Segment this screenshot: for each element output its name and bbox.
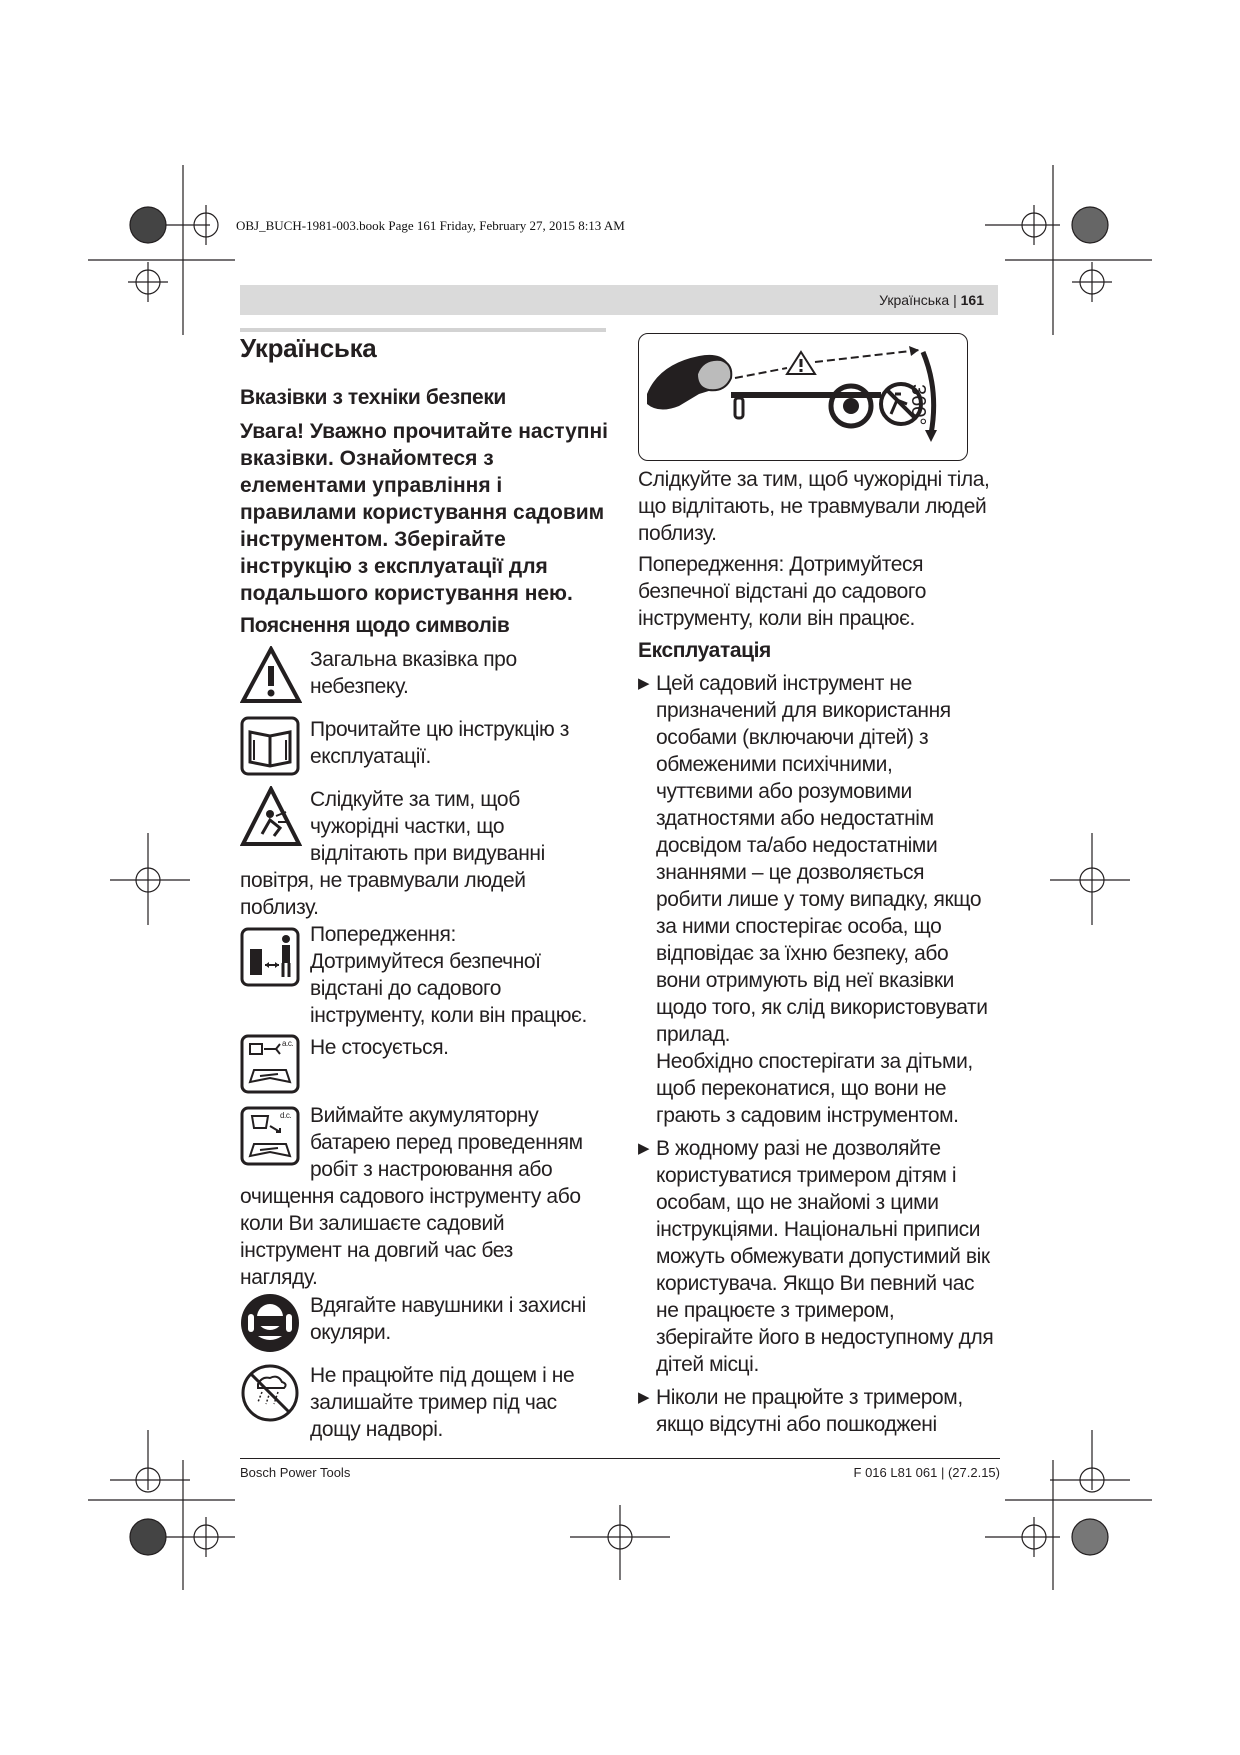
- symbols-heading: Пояснення щодо символів: [240, 614, 510, 637]
- footer-doc-id: F 016 L81 061 | (27.2.15): [853, 1465, 1000, 1480]
- bullet-item: ▶ Ніколи не працюйте з тримером, якщо відсутні або пошкоджені: [638, 1386, 963, 1436]
- section-heading: Вказівки з техніки безпеки: [240, 386, 506, 409]
- safe-distance-icon: [240, 927, 302, 989]
- dc-battery-icon: [240, 1106, 302, 1168]
- right-paragraph-1: Слідкуйте за тим, щоб чужорідні тіла, що відлітають, не травмували людей поблизу.: [638, 468, 990, 545]
- operation-bullets: [638, 670, 1008, 1438]
- footer-rule: [240, 1458, 1000, 1459]
- symbol-row: Не працюйте під дощем і не залишайте тример під час дощу надворі.: [240, 1362, 610, 1452]
- svg-text:a.c.: a.c.: [282, 1039, 294, 1048]
- ac-plug-icon: [240, 1034, 302, 1096]
- page-number: 161: [960, 292, 984, 308]
- section-rule: [240, 328, 606, 332]
- symbol-row: Прочитайте цю інструкцію з експлуатації.: [240, 716, 610, 778]
- page-title: Українська: [240, 333, 377, 363]
- no-rain-icon: [240, 1362, 302, 1424]
- right-paragraph-2: Попередження: Дотримуйтеся безпечної відстані до садового інструменту, коли він працює.: [638, 553, 926, 630]
- symbol-row: a.c. Не стосується.: [240, 1034, 610, 1100]
- thrown-objects-icon: [240, 786, 302, 848]
- footer-brand: Bosch Power Tools: [240, 1465, 351, 1480]
- header-language: Українська: [879, 292, 950, 308]
- symbol-row: Вдягайте навушники і захисні окуляри.: [240, 1292, 610, 1354]
- bullet-item: ▶ Цей садовий інструмент не призначений для використання особами (включаючи дітей) з обмеженими психічними, чуттєвими або розумовими здатностями або недостатнім досвідом та/або недостатніми знаннями – це дозволяється робити лише у тому випадку, якщо за ними спостерігає особа, що відповідає за їхню безпеку, або вони отримують від неї вказівки щодо того, як слід використовувати прилад. Необхідно спостерігати за дітьми, щоб переконатися, що вони не грають з садовим інструментом.: [638, 672, 988, 1127]
- symbol-row: Попередження: Дотримуйтеся безпечної відстані до садового інструменту, коли він працює.: [240, 921, 610, 1031]
- safety-warning: Увага! Уважно прочитайте наступні вказівки. Ознайомтеся з елементами управління і правилами користування садовим інструментом. Зберігайте інструкцію з експлуатації для подальшого користування нею.: [240, 420, 608, 605]
- read-manual-icon: [240, 716, 302, 778]
- operation-heading: Експлуатація: [638, 639, 771, 662]
- warning-triangle-icon: [240, 646, 302, 704]
- symbol-row: Слідкуйте за тим, щоб чужорідні частки, що відлітають при видуванні повітря, не травмували людей поблизу.: [240, 788, 545, 919]
- rotation-label: 360°: [907, 384, 929, 426]
- ear-eye-protection-icon: [240, 1292, 302, 1354]
- trimmer-figure: [638, 333, 968, 461]
- symbol-row: d.c. Виймайте акумуляторну батарею перед проведенням робіт з настроювання або очищення садового інструменту або коли Ви залишаєте садовий інструмент на довгий час без нагляду.: [240, 1104, 583, 1289]
- bullet-arrow-icon: ▶: [638, 1389, 650, 1406]
- svg-text:d.c.: d.c.: [280, 1111, 292, 1120]
- bullet-item: ▶ В жодному разі не дозволяйте користуватися тримером дітям і особам, що не знайомі з цими інструкціями. Національні приписи можуть обмежувати допустимий вік користувача. Якщо Ви певний час не працюєте з тримером, зберігайте його в недоступному для дітей місці.: [638, 1137, 994, 1376]
- page-header: Українська | 161: [240, 285, 998, 315]
- book-info: OBJ_BUCH-1981-003.book Page 161 Friday, February 27, 2015 8:13 AM: [236, 218, 625, 233]
- bullet-arrow-icon: ▶: [638, 675, 650, 692]
- bullet-arrow-icon: ▶: [638, 1140, 650, 1157]
- symbol-row: Загальна вказівка про небезпеку.: [240, 646, 610, 708]
